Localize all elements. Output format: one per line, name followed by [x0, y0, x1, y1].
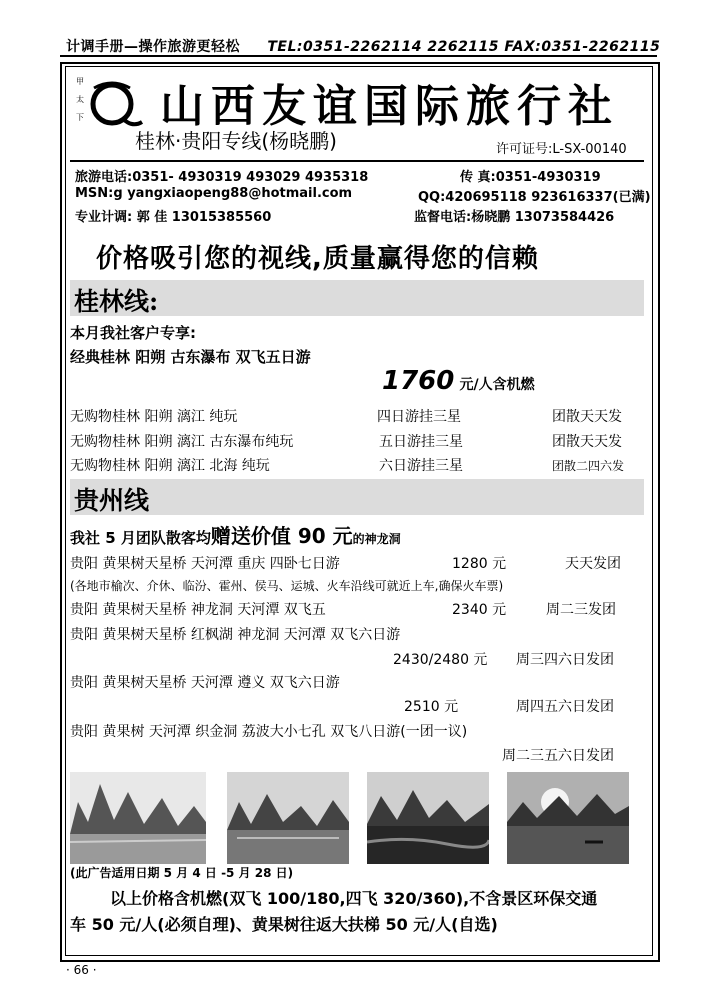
guizhou-promo-a: 我社 5 月团队散客均 [70, 529, 211, 547]
guizhou-route-1: 贵阳 黄果树天星桥 天河潭 重庆 四卧七日游 [70, 556, 340, 572]
fax-info: 传 真:0351-4930319 [460, 170, 601, 185]
guilin-route-2-type: 五日游挂三星 [379, 434, 463, 450]
msn-info: MSN:g yangxiaopeng88@hotmail.com [75, 186, 353, 201]
title-rule [70, 160, 644, 162]
guizhou-route-5-schedule: 周二三五六日发团 [502, 748, 614, 764]
guilin-route-1-name: 无购物桂林 阳朔 漓江 纯玩 [70, 409, 238, 425]
footer-note-1: 以上价格含机燃(双飞 100/180,四飞 320/360),不含景区环保交通 [110, 889, 598, 908]
logo-char-2: 太 [76, 95, 84, 104]
guilin-promo-price [382, 366, 535, 396]
guizhou-route-4-price: 2510 元 [404, 699, 459, 715]
guizhou-route-1-schedule: 天天发团 [565, 556, 621, 572]
page-number: · 66 · [66, 963, 97, 977]
planner-info: 专业计调: 郭 佳 13015385560 [75, 210, 272, 225]
guizhou-route-2-schedule: 周二三发团 [546, 602, 616, 618]
agency-name: 山西友谊国际旅行社 [160, 81, 619, 132]
guizhou-route-1-note: (各地市榆次、介休、临汾、霍州、侯马、运城、火车沿线可就近上车,确保火车票) [70, 579, 504, 593]
slogan-banner: 价格吸引您的视线,质量赢得您的信赖 [96, 244, 539, 274]
photo-karst-lake [227, 772, 349, 864]
guilin-promo-price-value: 1760 [382, 366, 455, 396]
guilin-route-2-name: 无购物桂林 阳朔 漓江 古东瀑布纯玩 [70, 434, 294, 450]
guizhou-route-1-price: 1280 元 [452, 556, 507, 572]
header-slogan: 计调手册—操作旅游更轻松 [66, 39, 240, 55]
header-contact: TEL:0351-2262114 2262115 FAX:0351-2262115 [267, 39, 661, 55]
guilin-section-title: 桂林线: [74, 287, 159, 316]
photo-karst-river [70, 772, 206, 864]
ad-validity-period: (此广告适用日期 5 月 4 日 -5 月 28 日) [70, 866, 294, 880]
license-number: 许可证号:L-SX-00140 [496, 142, 627, 157]
guizhou-route-5: 贵阳 黄果树 天河潭 织金洞 荔波大小七孔 双飞八日游(一团一议) [70, 724, 468, 740]
guilin-route-3-type: 六日游挂三星 [379, 458, 463, 474]
header-rule [60, 55, 657, 57]
guizhou-promo [70, 520, 401, 549]
guizhou-promo-b: 赠送价值 90 元 [210, 524, 353, 548]
qq-info: QQ:420695118 923616337(已满) [418, 190, 651, 205]
guilin-route-1-schedule: 团散天天发 [552, 409, 622, 425]
header-line [66, 36, 660, 56]
photo-riverside [367, 772, 489, 864]
guilin-promo-price-unit: 元/人含机燃 [459, 377, 535, 393]
agency-logo [72, 72, 144, 130]
route-line-title: 桂林·贵阳专线(杨晓鹏) [135, 129, 337, 153]
guizhou-route-4-schedule: 周四五六日发团 [516, 699, 614, 715]
guizhou-route-3-schedule: 周三四六日发团 [516, 652, 614, 668]
guizhou-route-2: 贵阳 黄果树天星桥 神龙洞 天河潭 双飞五 [70, 602, 326, 618]
guizhou-route-3: 贵阳 黄果树天星桥 红枫湖 神龙洞 天河潭 双飞六日游 [70, 627, 401, 643]
guilin-route-3-name: 无购物桂林 阳朔 漓江 北海 纯玩 [70, 458, 270, 474]
guilin-promo-label: 本月我社客户专享: [70, 324, 196, 342]
guizhou-route-2-price: 2340 元 [452, 602, 507, 618]
guizhou-promo-c: 的神龙洞 [352, 532, 401, 546]
guilin-promo-route: 经典桂林 阳朔 古东瀑布 双飞五日游 [70, 348, 311, 366]
guizhou-route-3-price: 2430/2480 元 [393, 652, 488, 668]
guizhou-route-4: 贵阳 黄果树天星桥 天河潭 遵义 双飞六日游 [70, 675, 340, 691]
guizhou-section-bar [70, 479, 644, 515]
guilin-route-2-schedule: 团散天天发 [552, 434, 622, 450]
logo-graphic [72, 72, 144, 130]
supervisor-info: 监督电话:杨晓鹏 13073584426 [414, 210, 615, 225]
footer-note-2: 车 50 元/人(必须自理)、黄果树往返大扶梯 50 元/人(自选) [70, 915, 498, 934]
logo-char-1: 甲 [76, 77, 84, 86]
guizhou-section-title: 贵州线 [74, 486, 150, 515]
phone-info: 旅游电话:0351- 4930319 493029 4935318 [75, 170, 369, 185]
photo-sunset-fisherman [507, 772, 629, 864]
guilin-route-1-type: 四日游挂三星 [377, 409, 461, 425]
guilin-route-3-schedule: 团散二四六发 [552, 459, 625, 473]
logo-char-3: 下 [76, 113, 84, 122]
